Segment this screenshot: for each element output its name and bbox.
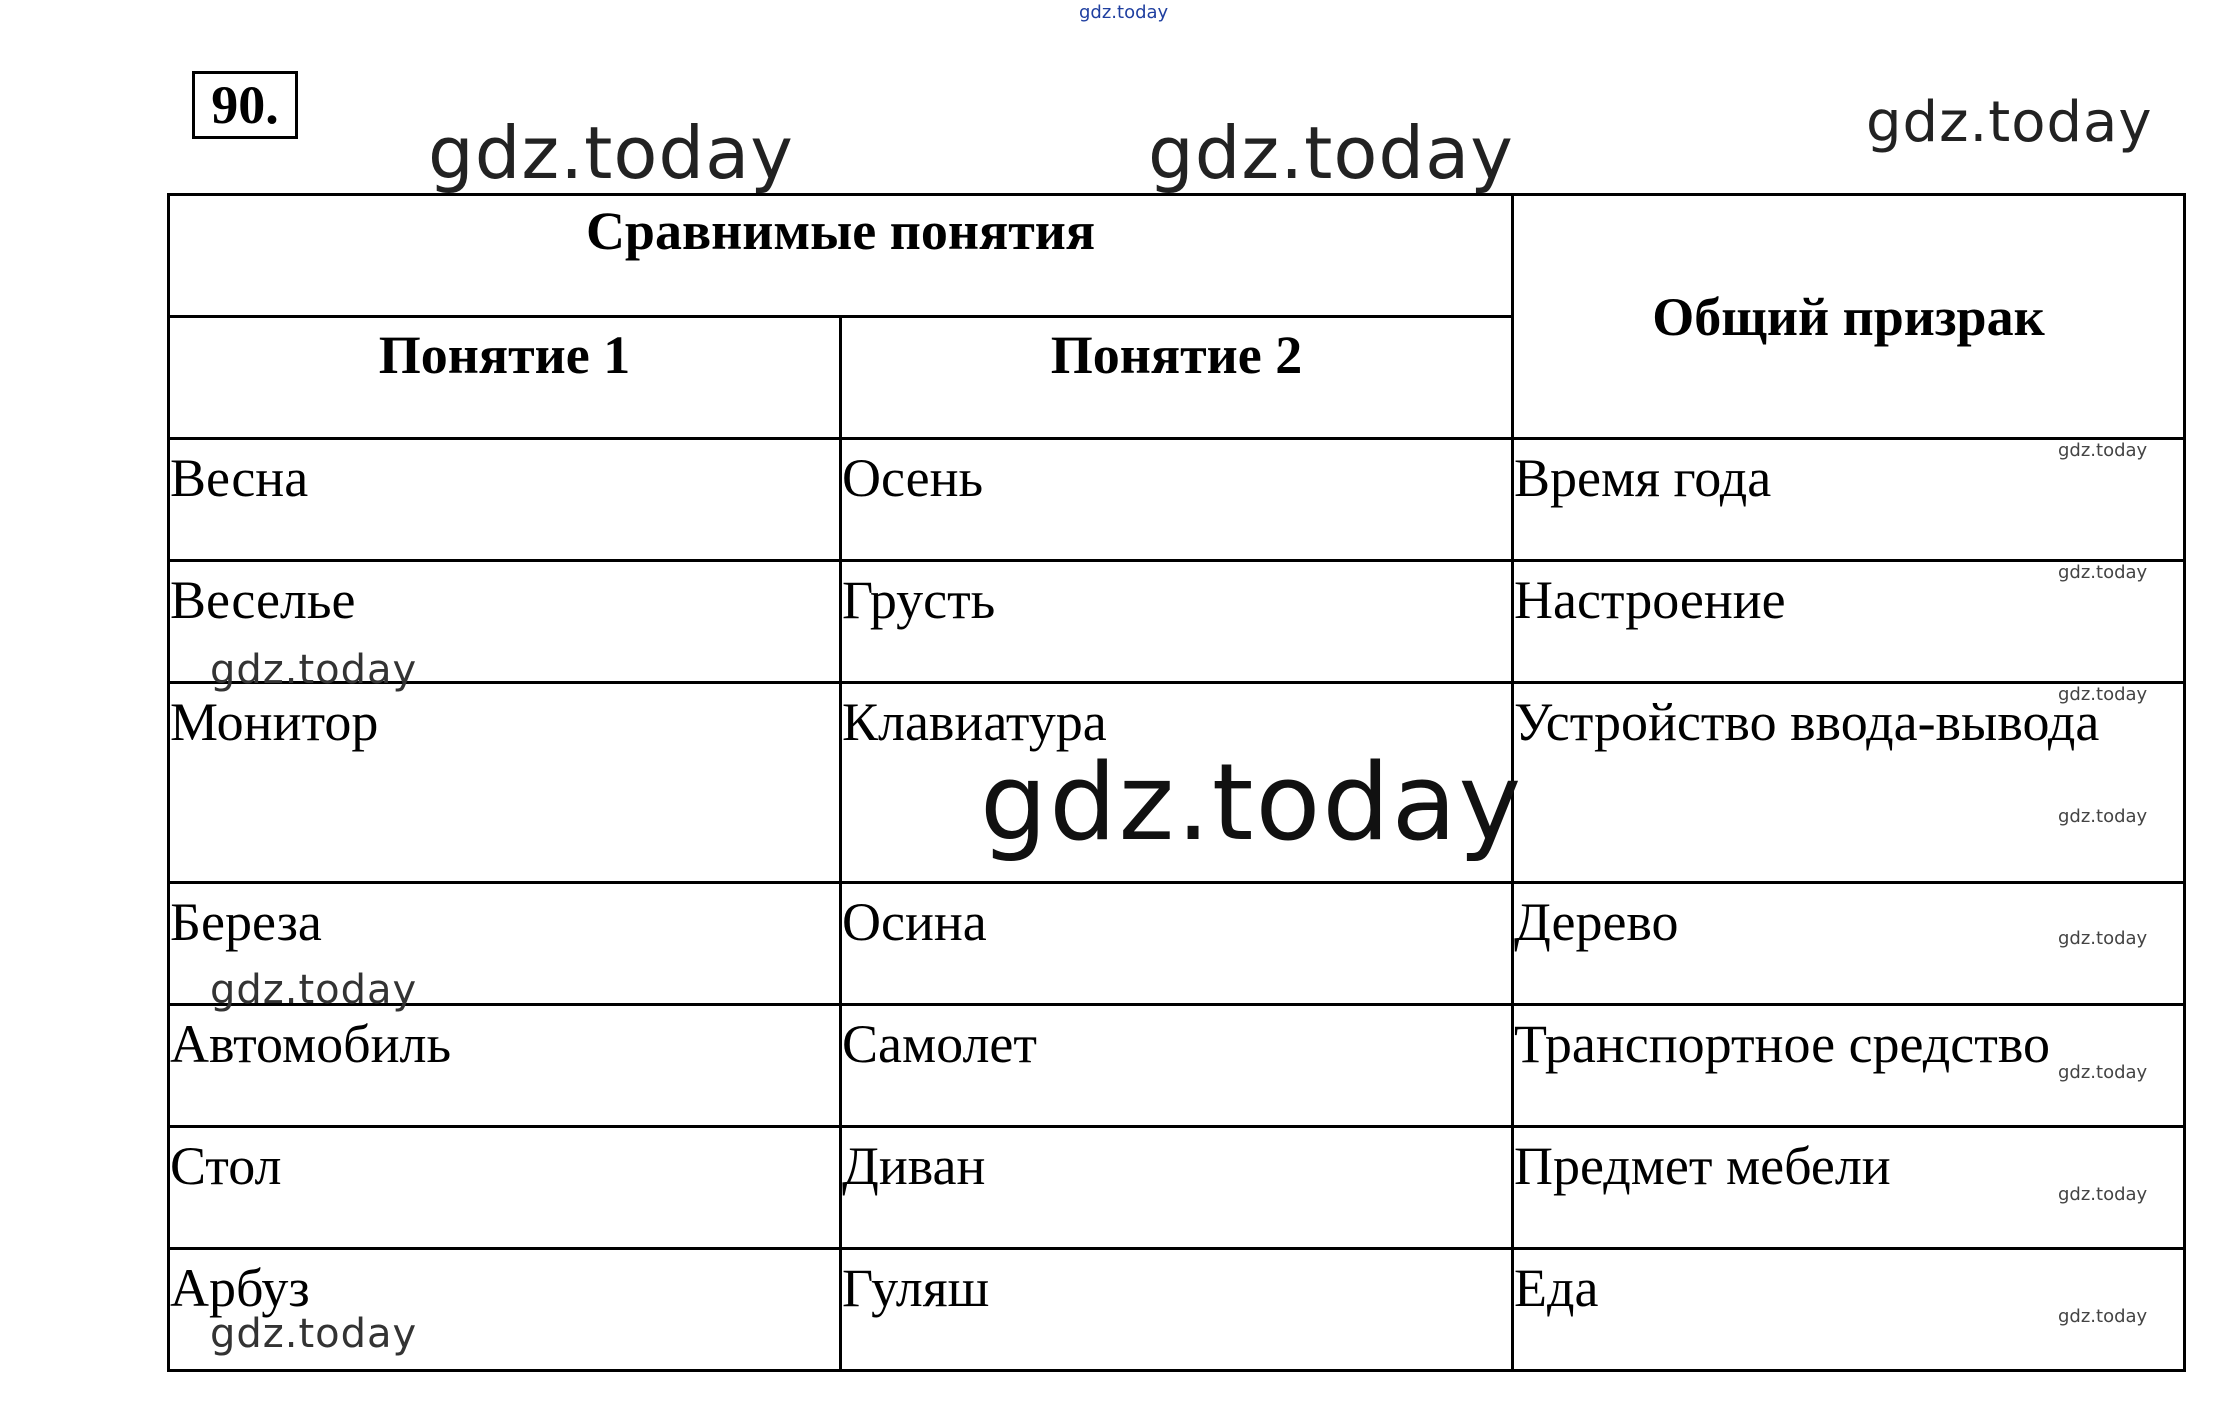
watermark-inline: gdz.today — [210, 647, 418, 693]
concept-2-cell: Диван — [841, 1127, 1513, 1249]
concept-1-cell: Весна — [169, 439, 841, 561]
concept-2-cell: Гуляш — [841, 1249, 1513, 1371]
common-feature-cell: Еда — [1513, 1249, 2185, 1371]
watermark-top: gdz.today — [1079, 2, 1169, 23]
watermark-inline: gdz.today — [210, 1311, 418, 1357]
concept-2-cell: Осина — [841, 883, 1513, 1005]
concept-1-header: Понятие 1 — [169, 317, 841, 439]
watermark-large: gdz.today — [1866, 90, 2153, 155]
watermark-center: gdz.today — [980, 741, 1524, 864]
table-row — [169, 1127, 2185, 1249]
table-row — [169, 561, 2185, 683]
concept-1-cell: Веселье — [169, 561, 841, 683]
watermark-small: gdz.today — [2058, 1306, 2148, 1327]
common-feature-cell: Предмет мебели — [1513, 1127, 2185, 1249]
concept-1-cell: Автомобиль — [169, 1005, 841, 1127]
watermark-large: gdz.today — [428, 111, 794, 195]
table-row — [169, 1249, 2185, 1371]
task-number-box: 90. — [192, 71, 298, 139]
watermark-inline: gdz.today — [210, 967, 418, 1013]
table-row — [169, 1005, 2185, 1127]
common-feature-cell: Дерево — [1513, 883, 2185, 1005]
watermark-small: gdz.today — [2058, 806, 2148, 827]
common-feature-cell: Время года — [1513, 439, 2185, 561]
watermark-small: gdz.today — [2058, 1062, 2148, 1083]
concept-1-cell: Стол — [169, 1127, 841, 1249]
watermark-small: gdz.today — [2058, 562, 2148, 583]
watermark-small: gdz.today — [2058, 1184, 2148, 1205]
watermark-small: gdz.today — [2058, 440, 2148, 461]
group-header: Сравнимые понятия — [169, 195, 1513, 317]
watermark-large: gdz.today — [1148, 111, 1514, 195]
concept-2-cell: Грусть — [841, 561, 1513, 683]
table-header-row — [169, 195, 2185, 317]
concept-2-cell: Самолет — [841, 1005, 1513, 1127]
concept-2-cell: Клавиатура — [841, 683, 1513, 883]
concept-1-cell: Береза — [169, 883, 841, 1005]
common-feature-header: Общий призрак — [1513, 195, 2185, 439]
table-row — [169, 883, 2185, 1005]
watermark-small: gdz.today — [2058, 928, 2148, 949]
concept-1-cell: Монитор — [169, 683, 841, 883]
watermark-small: gdz.today — [2058, 684, 2148, 705]
common-feature-cell: Транспортное средство — [1513, 1005, 2185, 1127]
concept-1-cell: Арбуз — [169, 1249, 841, 1371]
common-feature-cell: Настроение — [1513, 561, 2185, 683]
concept-2-cell: Осень — [841, 439, 1513, 561]
common-feature-cell: Устройство ввода-вывода — [1513, 683, 2185, 883]
concept-2-header: Понятие 2 — [841, 317, 1513, 439]
table-row — [169, 439, 2185, 561]
